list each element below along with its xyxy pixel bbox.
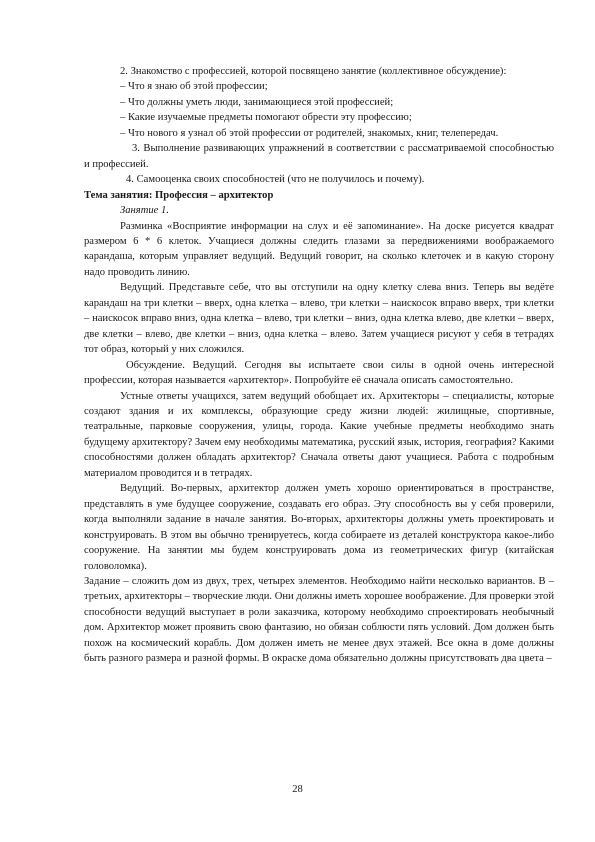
body-paragraph: Задание – сложить дом из двух, трех, четырех элементов. Необходимо найти несколько вариантов. В – третьих, архитекторы – творческие люди. Они должны иметь хорошее воображение. Для проверки этой способности ведущий выступает в роли заказчика, которому необходимо спроектировать необычный дом. Архитектор может проявить свою фантазию, но обязан соблюсти пять условий. Дом должен быть похож на космический корабль. Дом должен иметь не менее двух этажей. Все окна в доме должны быть разного размера и разной формы. В окраске дома обязательно должны присутствовать два цвета –: [84, 575, 554, 665]
body-paragraph: Ведущий. Во-первых, архитектор должен уметь хорошо ориентироваться в пространстве, представлять в уме будущее сооружение, создавать его образ. Эту способность вы у себя проверили, когда выполняли задание в начале занятия. Во-вторых, архитекторы должны уметь проектировать и конструировать. В этом вы обычно тренируетесь, когда собираете из деталей конструктора какое-либо сооружение. На занятии мы будем конструировать дома из геометрических фигур (китайская головоломка).: [84, 483, 554, 572]
lesson-label: Занятие 1.: [120, 205, 169, 217]
list-item-dash: – Что должны уметь люди, занимающиеся этой профессией;: [120, 96, 394, 108]
body-paragraph: Разминка «Восприятие информации на слух и её запоминание». На доске рисуется квадрат размером 6 * 6 клеток. Учащиеся должны следить глазами за передвижениями воображаемого карандаша, которым управляет ведущий. Ведущий говорит, на сколько клеточек и в какую сторону надо проводить линию.: [84, 220, 554, 278]
page-number: 28: [292, 784, 303, 795]
section-heading: Тема занятия: Профессия – архитектор: [84, 189, 274, 201]
list-item-dash: – Что я знаю об этой профессии;: [120, 81, 268, 93]
paragraph-item-4: 4. Самооценка своих способностей (что не получилось и почему).: [126, 174, 425, 186]
list-item-dash: – Что нового я узнал об этой профессии от родителей, знакомых, книг, телепередач.: [120, 127, 499, 139]
list-item-dash: – Какие изучаемые предметы помогают обрести эту профессию;: [120, 112, 412, 124]
body-paragraph: Ведущий. Представьте себе, что вы отступили на одну клетку слева вниз. Теперь вы ведёте карандаш на три клетки – вверх, одна клетка – влево, три клетки – наискосок вправо вверх, три клетки – наискосок вправо вниз, одна клетка – влево, три клетки – вниз, одна клетка влево, две клетки – вверх, две клетки – влево, две клетки – вниз, одна клетка – влево. Затем учащиеся рисуют у себя в тетрадях тот образ, который у них сложился.: [84, 282, 554, 356]
paragraph-item-2: 2. Знакомство с профессией, которой посвящено занятие (коллективное обсуждение):: [120, 66, 507, 77]
body-paragraph: Обсуждение. Ведущий. Сегодня вы испытаете свои силы в одной очень интересной профессии, которая называется «архитектор». Попробуйте её сначала описать самостоятельно.: [84, 359, 554, 387]
paragraph-item-3: 3. Выполнение развивающих упражнений в соответствии с рассматриваемой способностью и профессией.: [84, 143, 554, 170]
body-paragraph: Устные ответы учащихся, затем ведущий обобщает их. Архитекторы – специалисты, которые создают здания и их комплексы, образующие среду жизни людей: жилищные, спортивные, театральные, парковые сооружения, улицы, города. Какие учебные предметы необходимо знать будущему архитектору? Зачем ему необходимы математика, русский язык, история, география? Какими способностями должен обладать архитектор? Сначала ответы дают учащиеся. Работа с подробным материалом проводится и в тетрадях.: [84, 390, 554, 479]
document-page: [84, 64, 554, 667]
